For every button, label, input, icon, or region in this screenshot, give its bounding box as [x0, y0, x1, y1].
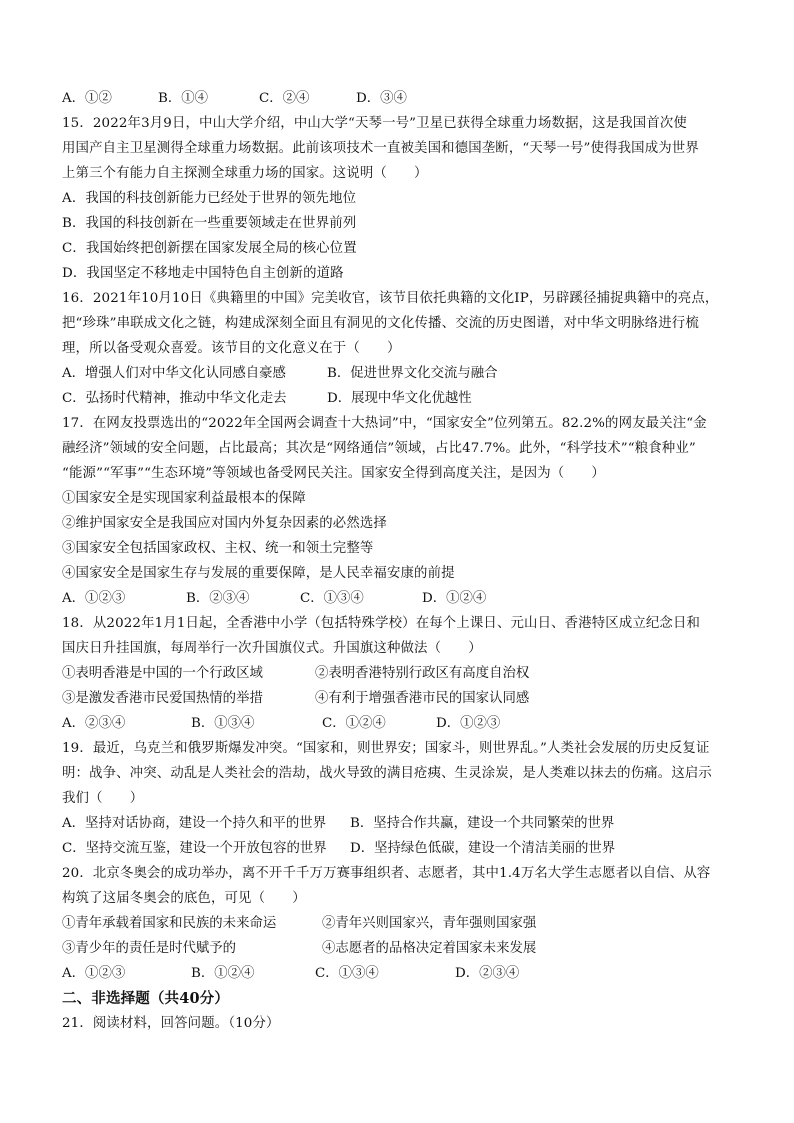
q20-stem-line-1: 20．北京冬奥会的成功举办，离不开千千万万赛事组织者、志愿者，其中1.4万名大学生志愿者以自信、从容 [62, 866, 711, 881]
q20-option-d: D．②③④ [455, 966, 520, 981]
q19-stem-line-1: 19．最近，乌克兰和俄罗斯爆发冲突。“国家和，则世界安；国家斗，则世界乱。”人类社会发展的历史反复证 [62, 741, 710, 756]
q18-stem-line-2: 国庆日升挂国旗，每周举行一次升国旗仪式。升国旗这种做法（ ） [62, 641, 482, 656]
q17-statement-2: ②维护国家安全是我国应对国内外复杂因素的必然选择 [62, 516, 387, 531]
section-heading: 二、非选择题（共40分） [62, 990, 229, 1007]
q15-stem-line-1: 15．2022年3月9日，中山大学介绍，中山大学“天琴一号”卫星已获得全球重力场数据，这是我国首次使 [62, 116, 687, 131]
q16-stem-line-1: 16．2021年10月10日《典籍里的中国》完美收官，该节目依托典籍的文化IP，另辟蹊径捕捉典籍中的亮点， [62, 291, 719, 306]
q20-statement-1: ①青年承载着国家和民族的未来命运 [62, 916, 277, 931]
q17-statement-3: ③国家安全包括国家政权、主权、统一和领土完整等 [62, 541, 374, 556]
q16-option-a: A．增强人们对中华文化认同感自豪感 [62, 366, 286, 381]
q20-option-b: B．①②④ [191, 966, 255, 981]
q20-statement-3: ③青少年的责任是时代赋予的 [62, 941, 237, 956]
q18-option-d: D．①②③ [436, 716, 501, 731]
top-option-b: B．①④ [158, 91, 209, 106]
q20-option-c: C．①③④ [315, 966, 379, 981]
q19-option-b: B．坚持合作共赢，建设一个共同繁荣的世界 [350, 816, 615, 831]
q17-statement-1: ①国家安全是实现国家利益最根本的保障 [62, 491, 306, 506]
top-option-c: C．②④ [259, 91, 310, 106]
q18-stem-line-1: 18．从2022年1月1日起，全香港中小学（包括特殊学校）在每个上课日、元山日、香港特区成立纪念日和 [62, 616, 701, 631]
q18-statement-4: ④有利于增强香港市民的国家认同感 [315, 691, 530, 706]
q18-option-c: C．①②④ [322, 716, 386, 731]
q20-statement-2: ②青年兴则国家兴，青年强则国家强 [322, 916, 537, 931]
q17-stem-line-3: “能源”“军事”“生态环境”等领域也备受网民关注。国家安全得到高度关注，是因为（ ） [62, 466, 605, 481]
q19-option-c: C．坚持交流互鉴，建设一个开放包容的世界 [62, 841, 327, 856]
top-option-a: A．①② [62, 91, 112, 106]
q17-option-d: D．①②④ [422, 591, 487, 606]
q18-statement-3: ③是激发香港市民爱国热情的举措 [62, 691, 263, 706]
q15-option-d: D．我国坚定不移地走中国特色自主创新的道路 [62, 266, 344, 281]
q18-statement-2: ②表明香港特别行政区有高度自治权 [315, 666, 530, 681]
q19-stem-line-3: 我们（ ） [62, 791, 144, 806]
q17-statement-4: ④国家安全是国家生存与发展的重要保障，是人民幸福安康的前提 [62, 566, 455, 581]
q15-option-c: C．我国始终把创新摆在国家发展全局的核心位置 [62, 241, 357, 256]
q20-statement-4: ④志愿者的品格决定着国家未来发展 [322, 941, 537, 956]
q15-stem-line-2: 用国产自主卫星测得全球重力场数据。此前该项技术一直被美国和德国垄断，“天琴一号”使得我国成为世界 [62, 141, 699, 156]
q20-stem-line-2: 构筑了这届冬奥会的底色，可见（ ） [62, 891, 306, 906]
q19-option-d: D．坚持绿色低碳，建设一个清洁美丽的世界 [350, 841, 616, 856]
q16-option-d: D．展现中华文化优越性 [327, 391, 472, 406]
q16-stem-line-2: 把“珍珠”串联成文化之链，构建成深刻全面且有洞见的文化传播、交流的历史图谱，对中华文明脉络进行梳 [62, 316, 699, 331]
q15-option-a: A．我国的科技创新能力已经处于世界的领先地位 [62, 191, 357, 206]
q18-option-b: B．①③④ [191, 716, 255, 731]
q20-option-a: A．①②③ [62, 966, 126, 981]
q15-option-b: B．我国的科技创新在一些重要领域走在世界前列 [62, 216, 357, 231]
q16-option-b: B．促进世界文化交流与融合 [327, 366, 498, 381]
q19-option-a: A．坚持对话协商，建设一个持久和平的世界 [62, 816, 327, 831]
q21-stem: 21．阅读材料，回答问题。（10分） [62, 1016, 280, 1031]
q15-stem-line-3: 上第三个有能力自主探测全球重力场的国家。这说明（ ） [62, 166, 428, 181]
q16-stem-line-3: 理，所以备受观众喜爱。该节目的文化意义在于（ ） [62, 341, 401, 356]
top-option-d: D．③④ [356, 91, 407, 106]
q19-stem-line-2: 明：战争、冲突、动乱是人类社会的浩劫，战火导致的满目疮痍、生灵涂炭，是人类难以抹去的伤痛。这启示 [62, 766, 712, 781]
q18-statement-1: ①表明香港是中国的一个行政区域 [62, 666, 263, 681]
q18-option-a: A．②③④ [62, 716, 126, 731]
q17-option-b: B．②③④ [186, 591, 250, 606]
q17-stem-line-2: 融经济”领域的安全问题，占比最高；其次是“网络通信”领域，占比47.7%。此外，“科学技术”“粮食种业” [62, 441, 696, 456]
q17-option-c: C．①③④ [300, 591, 364, 606]
q17-option-a: A．①②③ [62, 591, 126, 606]
q17-stem-line-1: 17．在网友投票选出的“2022年全国两会调查十大热词”中，“国家安全”位列第五。82.2%的网友最关注“金 [62, 416, 707, 431]
q16-option-c: C．弘扬时代精神，推动中华文化走去 [62, 391, 287, 406]
